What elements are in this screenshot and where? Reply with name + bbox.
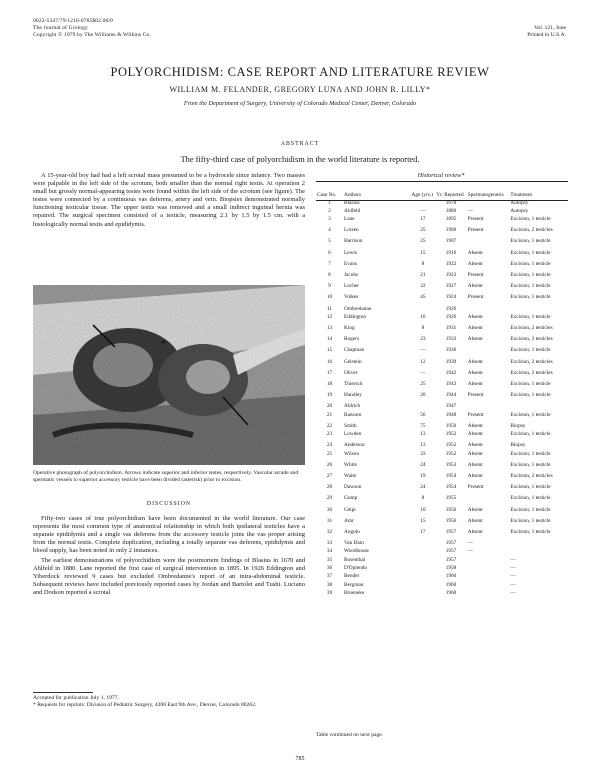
- table-title: Historical review*: [417, 172, 465, 179]
- asterisk-marker: *: [161, 339, 166, 350]
- table-cell: 12: [326, 313, 333, 320]
- column-header: Age (yrs.): [411, 182, 436, 201]
- table-cell: Wilson: [344, 450, 360, 457]
- journal-header-right: [527, 25, 566, 39]
- table-cell: —: [510, 573, 516, 580]
- table-cell: Absent: [467, 473, 483, 480]
- table-cell: 25: [326, 450, 333, 457]
- discussion-text: [33, 515, 305, 599]
- table-row: [316, 239, 568, 250]
- table-cell: Absent: [467, 450, 483, 457]
- table-cell: Excision, 1 testicle: [510, 411, 551, 418]
- table-cell: 13: [420, 431, 426, 438]
- table-cell: Evans: [344, 260, 357, 267]
- table-cell: [509, 549, 568, 557]
- header-line: Printed in U.S.A.: [527, 32, 566, 38]
- table-cell: Excision, 1 testicle: [510, 461, 551, 468]
- table-cell: [411, 558, 436, 566]
- table-cell: Absent: [467, 336, 483, 343]
- table-cell: 1957: [445, 548, 457, 555]
- table-cell: Ombredanne: [344, 305, 372, 312]
- journal-header-left: [33, 18, 151, 39]
- table-cell: Excision, 1 testicle: [510, 347, 551, 354]
- table-cell: [467, 591, 510, 599]
- table-cell: Angulo: [344, 528, 360, 535]
- table-cell: 30: [326, 506, 333, 513]
- table-cell: 20: [326, 403, 333, 410]
- table-cell: Bender: [344, 573, 360, 580]
- table-cell: [467, 583, 510, 591]
- table-cell: Excision, 1 testicle: [510, 431, 551, 438]
- table-cell: [467, 558, 510, 566]
- table-cell: Excision, 1 testicle: [510, 313, 551, 320]
- table-cell: Locher: [344, 283, 359, 290]
- table-cell: 9: [328, 283, 331, 290]
- table-cell: —: [420, 347, 426, 354]
- table-cell: 33: [326, 540, 333, 547]
- table-cell: Absent: [467, 442, 483, 449]
- table-cell: Absent: [467, 422, 483, 429]
- table-cell: 14: [326, 336, 333, 343]
- table-cell: 1931: [445, 325, 457, 332]
- table-cell: Waite: [344, 473, 357, 480]
- table-cell: 1926: [445, 305, 457, 312]
- table-cell: 22: [420, 283, 426, 290]
- column-header: Yr. Reported: [435, 182, 467, 201]
- table-cell: 24: [420, 461, 426, 468]
- table-cell: —: [420, 207, 426, 214]
- table-cell: 22: [326, 422, 333, 429]
- table-cell: 19: [420, 473, 426, 480]
- table-cell: 1952: [445, 431, 457, 438]
- table-cell: 10: [420, 506, 426, 513]
- table-cell: Excision, 1 testicle: [510, 216, 551, 223]
- table-cell: 1943: [445, 381, 457, 388]
- table-cell: 25: [420, 238, 426, 245]
- table-cell: King: [344, 325, 355, 332]
- table-cell: 1670: [445, 200, 457, 206]
- table-cell: 1944: [445, 392, 457, 399]
- operative-photograph: [33, 285, 305, 465]
- table-cell: Smith: [344, 422, 357, 429]
- table-cell: 16: [420, 313, 426, 320]
- table-cell: 1955: [445, 495, 457, 502]
- table-cell: 1956: [445, 506, 457, 513]
- table-cell: [509, 541, 568, 549]
- table-cell: 56: [420, 411, 426, 418]
- table-cell: [467, 201, 510, 209]
- footnote: * Requests for reprints: Division of Pediatric Surgery, 4200 East 9th Ave., Denver, Colorado 80262.: [33, 701, 257, 708]
- table-cell: 13: [326, 325, 333, 332]
- table-cell: 1942: [445, 369, 457, 376]
- table-cell: Brueneke: [344, 589, 365, 596]
- table-cell: —: [510, 565, 516, 572]
- table-cell: 1939: [445, 358, 457, 365]
- column-header: Case No.: [316, 182, 343, 201]
- table-cell: Rogers: [344, 336, 360, 343]
- table-cell: Handley: [344, 392, 362, 399]
- table-cell: Woodhouse: [344, 548, 369, 555]
- table-cell: D'Oplendo: [344, 565, 368, 572]
- table-cell: Chapman: [344, 347, 365, 354]
- table-cell: 1960: [445, 581, 457, 588]
- table-cell: 15: [326, 347, 333, 354]
- table-cell: 1956: [445, 517, 457, 524]
- author-affiliation: From the Department of Surgery, University of Colorado Medical Center, Denver, Colorado: [183, 100, 417, 107]
- table-cell: 31: [326, 517, 333, 524]
- table-cell: Oliver: [344, 369, 358, 376]
- article-title: POLYORCHIDISM: CASE REPORT AND LITERATURE REVIEW: [110, 65, 490, 79]
- table-cell: 16: [326, 358, 333, 365]
- table-cell: 28: [326, 484, 333, 491]
- table-cell: Autopsy: [510, 207, 529, 214]
- table-cell: 1957: [445, 528, 457, 535]
- table-cell: —: [510, 556, 516, 563]
- table-cell: Ransom: [344, 411, 362, 418]
- header-line: Copyright © 1979 by The Williams & Wilkins Co.: [33, 32, 151, 38]
- table-cell: Absent: [467, 528, 483, 535]
- column-header: Spermatogenesis: [467, 182, 510, 201]
- table-cell: Excision, 1 testicle: [510, 495, 551, 502]
- table-cell: Aldrich: [344, 403, 361, 410]
- table-cell: 1924: [445, 294, 457, 301]
- table-cell: [411, 574, 436, 582]
- historical-review-table: [316, 181, 568, 599]
- table-cell: 8: [328, 272, 331, 279]
- table-cell: 1927: [445, 283, 457, 290]
- table-cell: 5: [328, 238, 331, 245]
- table-cell: Excision, 2 testicles: [510, 325, 553, 332]
- table-cell: 24: [326, 442, 333, 449]
- table-cell: Present: [467, 484, 484, 491]
- table-cell: Present: [467, 227, 484, 234]
- table-cell: Eddington: [344, 313, 367, 320]
- table-cell: Absent: [467, 325, 483, 332]
- table-cell: 25: [420, 227, 426, 234]
- table-cell: Absent: [467, 313, 483, 320]
- header-line: Vol. 121, June: [534, 25, 566, 31]
- table-cell: [467, 239, 510, 250]
- table-cell: 20: [420, 392, 426, 399]
- table-cell: 1954: [445, 473, 457, 480]
- table-cell: 2: [328, 207, 331, 214]
- table-cell: Excision, 2 testicles: [510, 369, 553, 376]
- table-cell: Excision, 2 testicles: [510, 336, 553, 343]
- table-cell: 13: [420, 442, 426, 449]
- table-cell: Biopsy: [510, 442, 526, 449]
- table-cell: Excision, 2 testicles: [510, 473, 553, 480]
- table-cell: Absent: [467, 431, 483, 438]
- table-cell: 1948: [445, 411, 457, 418]
- table-cell: Present: [467, 294, 484, 301]
- photo-illustration: [33, 285, 305, 465]
- table-cell: Gelpi: [344, 506, 356, 513]
- table-cell: Excision, 2 testicles: [510, 227, 553, 234]
- table-cell: Absent: [467, 517, 483, 524]
- table-cell: Present: [467, 392, 484, 399]
- table-cell: Gelstein: [344, 358, 362, 365]
- table-cell: [411, 549, 436, 557]
- table-cell: 1960: [445, 573, 457, 580]
- table-cell: 36: [326, 565, 333, 572]
- table-cell: Excision, 1 testicle: [510, 238, 551, 245]
- abstract-text: The fifty-third case of polyorchidism in the world literature is reported.: [180, 155, 420, 164]
- table-cell: —: [420, 369, 426, 376]
- table-cell: Excision, 1 testicle: [510, 249, 551, 256]
- header-line: 0022-5347/79/1216-0785$02.00/0: [33, 18, 113, 24]
- table-cell: Present: [467, 216, 484, 223]
- table-cell: 38: [326, 581, 333, 588]
- table-cell: 1922: [445, 260, 457, 267]
- table-cell: 4: [328, 227, 331, 234]
- table-cell: Excision, 1 testicle: [510, 506, 551, 513]
- table-cell: Absent: [467, 249, 483, 256]
- table-cell: 19: [326, 392, 333, 399]
- footnote: Accepted for publication July 1, 1977.: [33, 695, 119, 701]
- footnote-divider: [33, 692, 93, 693]
- table-cell: 21: [420, 272, 426, 279]
- table-cell: Anderson: [344, 442, 365, 449]
- table-cell: 1952: [445, 450, 457, 457]
- table-cell: Bergman: [344, 581, 364, 588]
- table-cell: Excision, 1 testicle: [510, 517, 551, 524]
- header-line: The Journal of Urology: [33, 25, 88, 31]
- table-cell: 1923: [445, 272, 457, 279]
- abstract-heading: ABSTRACT: [280, 141, 320, 147]
- table-cell: Excision, 1 testicle: [510, 260, 551, 267]
- table-cell: 1880: [445, 207, 457, 214]
- table-cell: Excision, 1 testicle: [510, 272, 551, 279]
- table-cell: Absent: [467, 461, 483, 468]
- table-cell: Amr: [344, 517, 354, 524]
- table-cell: Dawson: [344, 484, 362, 491]
- table-row: [316, 591, 568, 599]
- table-cell: Absent: [467, 283, 483, 290]
- table-cell: [467, 574, 510, 582]
- table-cell: Excision, 1 testicle: [510, 450, 551, 457]
- table-cell: 1926: [445, 313, 457, 320]
- table-cell: Rosenthal: [344, 556, 366, 563]
- table-cell: [411, 591, 436, 599]
- table-cell: 23: [420, 336, 426, 343]
- table-cell: Excision, 2 testicles: [510, 358, 553, 365]
- table-cell: 25: [420, 381, 426, 388]
- table-cell: 35: [326, 556, 333, 563]
- table-row: [316, 496, 568, 507]
- table-cell: Jacobs: [344, 272, 359, 279]
- table-cell: 1936: [445, 347, 457, 354]
- page-number: 785: [295, 756, 305, 762]
- table: [316, 181, 568, 599]
- table-cell: [411, 583, 436, 591]
- table-cell: 26: [326, 461, 333, 468]
- table-cell: Blasius: [344, 200, 360, 206]
- table-cell: Lowden: [344, 431, 362, 438]
- case-report-text: [33, 172, 305, 229]
- table-cell: Ahlfeld: [344, 207, 361, 214]
- table-cell: 1957: [445, 540, 457, 547]
- table-cell: 1953: [445, 461, 457, 468]
- table-cell: —: [467, 548, 474, 555]
- table-continued-note: Table continued on next page.: [316, 732, 384, 738]
- table-cell: 12: [420, 358, 426, 365]
- paragraph: The earliest demonstrations of polyorchidism were the postmortem findings of Blasius in 1670 and Ahlfeld in 1880. Lane reported the first case of surgical intervention in 1895. In 1926 Eddington and Yiberdock reviewed 9 cases but excluded Ombredanne's report of an intra-abdominal testicle. Subsequent reviews have included previously reported cases by Jordan and Bartolet and Tushi. Luciano and Dodson reported a scrotal: [33, 557, 305, 597]
- table-cell: Excision, 1 testicle: [510, 283, 551, 290]
- table-cell: 39: [326, 589, 333, 596]
- table-cell: 1952: [445, 442, 457, 449]
- table-cell: Absent: [467, 358, 483, 365]
- table-cell: 1957: [445, 556, 457, 563]
- table-body: [316, 201, 568, 600]
- table-cell: 1958: [445, 565, 457, 572]
- table-cell: Excision, 1 testicle: [510, 381, 551, 388]
- table-cell: 1: [328, 200, 331, 206]
- table-cell: Volkes: [344, 294, 359, 301]
- table-cell: Gump: [344, 495, 358, 502]
- table-cell: —: [467, 207, 474, 214]
- table-row: [316, 295, 568, 306]
- table-cell: Van Dam: [344, 540, 364, 547]
- table-cell: 8: [421, 495, 425, 502]
- table-cell: White: [344, 461, 357, 468]
- table-cell: Harrison: [344, 238, 363, 245]
- column-header: Treatment: [509, 182, 568, 201]
- table-cell: Absent: [467, 369, 483, 376]
- paragraph: A 15-year-old boy had had a left scrotal mass presumed to be a hydrocele since infancy. Two masses were palpable in the left side of the scrotum, both smaller than the normal right testis. At operation 2 small but grossly normal-appearing testes were found within the left side of the scrotum (see figure). The testes were connected by a continuous vas deferens, artery and vein. Biopsies demonstrated normally functioning testicular tissue. The upper testis was removed and a small indirect inguinal hernia was repaired. The surgical specimen consisted of a testicle, measuring 2.1 by 1.5 by 1.5 cm. with a histologically normal testis and epididymis.: [33, 172, 305, 228]
- table-cell: 10: [326, 294, 333, 301]
- column-header: Authors: [343, 182, 411, 201]
- table-cell: 11: [326, 305, 333, 312]
- table-cell: Present: [467, 411, 484, 418]
- table-cell: 17: [326, 369, 333, 376]
- table-cell: 34: [326, 548, 333, 555]
- table-cell: 21: [326, 411, 333, 418]
- article-authors: WILLIAM M. FELANDER, GREGORY LUNA AND JOHN R. LILLY*: [169, 85, 431, 94]
- table-cell: 6: [328, 249, 331, 256]
- table-cell: 7: [328, 260, 331, 267]
- table-cell: Excision, 1 testicle: [510, 294, 551, 301]
- table-cell: Thiersch: [344, 381, 363, 388]
- table-header-row: [316, 182, 568, 201]
- table-cell: 1950: [445, 422, 457, 429]
- table-cell: 1960: [445, 589, 457, 596]
- table-cell: 15: [420, 517, 426, 524]
- table-row: [316, 348, 568, 359]
- table-cell: 32: [326, 528, 333, 535]
- table-cell: 17: [420, 528, 426, 535]
- table-cell: 45: [420, 294, 426, 301]
- table-cell: 29: [326, 495, 333, 502]
- footnotes: [33, 695, 305, 709]
- table-cell: 1907: [445, 238, 457, 245]
- table-cell: Absent: [467, 260, 483, 267]
- table-cell: 24: [420, 484, 426, 491]
- table-cell: —: [510, 589, 516, 596]
- table-cell: [467, 348, 510, 359]
- figure-caption: Operative photograph of polyorchidism. Arrows indicate superior and inferior testes, respectively. Vascular arcade and spermatic vessels to superior accessory testicle have been divided (asterisk) prior to excision.: [33, 470, 299, 483]
- table-cell: 15: [420, 249, 426, 256]
- table-cell: 18: [326, 381, 333, 388]
- table-cell: 33: [420, 450, 426, 457]
- table-cell: Lane: [344, 216, 355, 223]
- table-cell: Absent: [467, 381, 483, 388]
- table-cell: 8: [421, 325, 425, 332]
- table-cell: 1947: [445, 403, 457, 410]
- paragraph: Fifty-two cases of true polyorchidism have been documented in the world literature. Our case represents the most common type of anatomical relationship in which both ipsilateral testicles have a separate epididymis and a single vas deferens from the accessory testicle joins the vas proper arising from the normal testis. Complete duplication, including a totally separate vas deferens, epididymis and blood supply, has been noted in only 2 instances.: [33, 515, 305, 555]
- table-cell: 17: [420, 216, 426, 223]
- table-cell: 1933: [445, 336, 457, 343]
- table-cell: [467, 566, 510, 574]
- table-cell: Lotzen: [344, 227, 359, 234]
- table-cell: Excision, 1 testicle: [510, 528, 551, 535]
- table-cell: Autopsy: [510, 200, 529, 206]
- table-cell: Present: [467, 272, 484, 279]
- table-cell: 8: [421, 260, 425, 267]
- table-cell: 75: [420, 422, 426, 429]
- table-cell: 1895: [445, 216, 457, 223]
- table-cell: [411, 566, 436, 574]
- table-cell: [411, 541, 436, 549]
- table-cell: [467, 496, 510, 507]
- discussion-heading: DISCUSSION: [146, 501, 192, 507]
- table-cell: Excision, 1 testicle: [510, 484, 551, 491]
- table-cell: —: [510, 581, 516, 588]
- table-cell: Excision, 1 testicle: [510, 392, 551, 399]
- table-cell: 1900: [445, 227, 457, 234]
- table-cell: 27: [326, 473, 333, 480]
- table-cell: 1954: [445, 484, 457, 491]
- table-cell: Lewis: [344, 249, 357, 256]
- table-cell: 3: [328, 216, 331, 223]
- table-cell: 37: [326, 573, 333, 580]
- table-cell: 1916: [445, 249, 457, 256]
- table-cell: Biopsy: [510, 422, 526, 429]
- table-cell: Absent: [467, 506, 483, 513]
- table-cell: 23: [326, 431, 333, 438]
- table-cell: —: [467, 540, 474, 547]
